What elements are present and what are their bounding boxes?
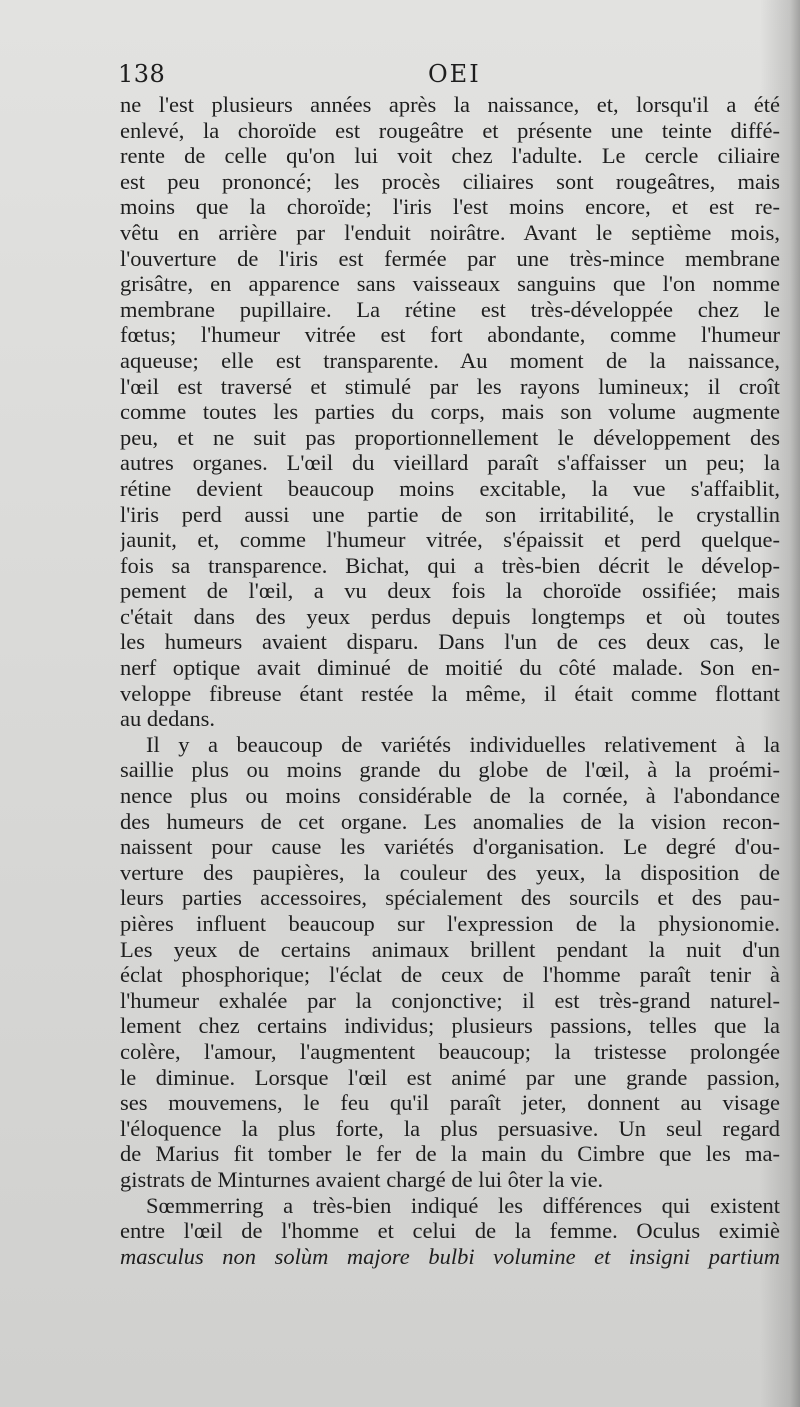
text-line: éclat phosphorique; l'éclat de ceux de l'homme paraît tenir à	[120, 962, 780, 988]
text-line: au dedans.	[120, 706, 215, 732]
text-line: c'était dans des yeux perdus depuis longtemps et où toutes	[120, 603, 780, 629]
text-line: pières influent beaucoup sur l'expression de la physionomie.	[120, 911, 780, 936]
text-line: verture des paupières, la couleur des yeux, la disposition de	[120, 859, 780, 885]
text-line: ne l'est plusieurs années après la naissance, et, lorsqu'il a été	[120, 92, 780, 117]
text-line: fois sa transparence. Bichat, qui a très-bien décrit le dévelop-	[120, 552, 780, 578]
text-line: l'ouverture de l'iris est fermée par une très-mince membrane	[120, 245, 780, 271]
running-head: OEI	[428, 60, 481, 88]
text-line: de Marius fit tomber le fer de la main du Cimbre que les ma-	[120, 1141, 780, 1167]
text-line: saillie plus ou moins grande du globe de l'œil, à la proémi-	[120, 757, 780, 783]
text-line: grisâtre, en apparence sans vaisseaux sanguins que l'on nomme	[120, 271, 780, 297]
text-line: jaunit, et, comme l'humeur vitrée, s'épaissit et perd quelque-	[120, 527, 780, 553]
text-line: Il y a beaucoup de variétés individuelles relativement à la	[146, 731, 780, 757]
text-line: lement chez certains individus; plusieurs passions, telles que la	[120, 1013, 780, 1039]
text-line: des humeurs de cet organe. Les anomalies de la vision recon-	[120, 808, 780, 834]
text-line: peu, et ne suit pas proportionnellement le développement des	[120, 424, 780, 450]
text-line: vêtu en arrière par l'enduit noirâtre. Avant le septième mois,	[120, 219, 780, 245]
text-line: entre l'œil de l'homme et celui de la femme. Oculus eximiè	[120, 1218, 780, 1244]
text-line: nerf optique avait diminué de moitié du côté malade. Son en-	[120, 655, 780, 681]
text-line: nence plus ou moins considérable de la cornée, à l'abondance	[120, 783, 780, 809]
text-line: l'œil est traversé et stimulé par les rayons lumineux; il croît	[120, 373, 780, 399]
text-line: gistrats de Minturnes avaient chargé de lui ôter la vie.	[120, 1166, 604, 1192]
text-line: colère, l'amour, l'augmentent beaucoup; la tristesse prolongée	[120, 1038, 780, 1064]
text-line: autres organes. L'œil du vieillard paraît s'affaisser un peu; la	[120, 450, 780, 476]
text-line: le diminue. Lorsque l'œil est animé par une grande passion,	[120, 1064, 780, 1090]
page-header	[118, 60, 778, 90]
text-line: ses mouvemens, le feu qu'il paraît jeter, donnent au visage	[120, 1090, 780, 1116]
text-line: est peu prononcé; les procès ciliaires sont rougeâtres, mais	[120, 168, 780, 194]
text-line: moins que la choroïde; l'iris l'est moins encore, et est re-	[120, 194, 780, 220]
text-line: leurs parties accessoires, spécialement des sourcils et des pau-	[120, 885, 780, 911]
text-line: rétine devient beaucoup moins excitable, la vue s'affaiblit,	[120, 475, 780, 501]
text-line: l'humeur exhalée par la conjonctive; il est très-grand naturel-	[120, 987, 780, 1013]
text-line: naissent pour cause les variétés d'organisation. Le degré d'ou-	[120, 834, 780, 860]
text-line: pement de l'œil, a vu deux fois la choroïde ossifiée; mais	[120, 578, 780, 604]
text-line: Sœmmerring a très-bien indiqué les différences qui existent	[146, 1192, 780, 1218]
text-line: les humeurs avaient disparu. Dans l'un de ces deux cas, le	[120, 629, 780, 655]
text-line: comme toutes les parties du corps, mais son volume augmente	[120, 399, 780, 425]
text-line: l'éloquence la plus forte, la plus persuasive. Un seul regard	[120, 1115, 780, 1141]
text-line: membrane pupillaire. La rétine est très-développée chez le	[120, 296, 780, 322]
page-number: 138	[118, 60, 166, 88]
text-line: Les yeux de certains animaux brillent pendant la nuit d'un	[120, 936, 780, 962]
text-line: fœtus; l'humeur vitrée est fort abondante, comme l'humeur	[120, 322, 780, 348]
text-line: masculus non solùm majore bulbi volumine et insigni partium	[120, 1243, 780, 1269]
text-line: veloppe fibreuse étant restée la même, il était comme flottant	[120, 680, 780, 706]
text-line: enlevé, la choroïde est rougeâtre et présente une teinte diffé-	[120, 117, 780, 143]
text-line: aqueuse; elle est transparente. Au moment de la naissance,	[120, 347, 780, 373]
body-text	[120, 92, 780, 1269]
text-line: rente de celle qu'on lui voit chez l'adulte. Le cercle ciliaire	[120, 143, 780, 169]
text-line: l'iris perd aussi une partie de son irritabilité, le crystallin	[120, 501, 780, 527]
